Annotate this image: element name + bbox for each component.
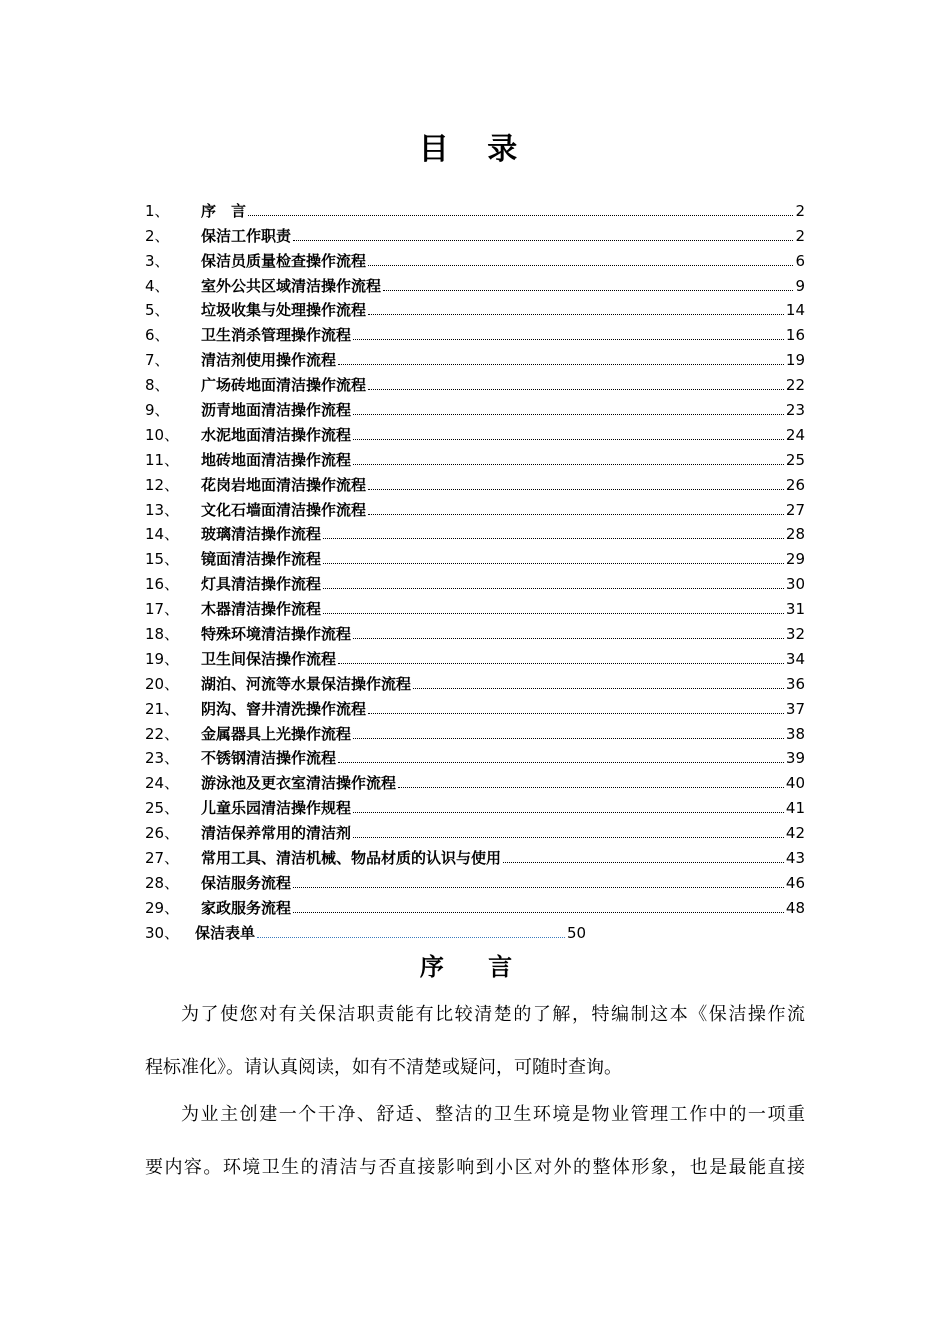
paragraph-line: 为了使您对有关保洁职责能有比较清楚的了解，特编制这本《保洁操作流: [181, 1004, 805, 1025]
toc-dot-leader: [323, 612, 784, 614]
toc-entry[interactable]: [145, 719, 805, 744]
toc-entry-page-number: 14: [785, 301, 805, 320]
toc-entry[interactable]: [145, 345, 805, 370]
toc-entry[interactable]: [145, 271, 805, 296]
toc-dot-leader: [503, 861, 784, 863]
toc-entry[interactable]: [145, 420, 805, 445]
toc-entry[interactable]: [145, 644, 805, 669]
toc-entry-title: 不锈钢清洁操作流程: [201, 749, 337, 768]
toc-entry-title: 灯具清洁操作流程: [201, 575, 322, 594]
toc-entry-number: 25、: [145, 799, 180, 818]
toc-entry-page-number: 9: [795, 276, 805, 295]
toc-entry-title: 保洁员质量检查操作流程: [201, 251, 367, 270]
toc-entry-number: 23、: [145, 749, 180, 768]
toc-entry-page-number: 50: [567, 923, 587, 942]
toc-entry-title: 阴沟、窨井清洗操作流程: [201, 699, 367, 718]
toc-entry-title: 常用工具、清洁机械、物品材质的认识与使用: [201, 849, 502, 868]
toc-dot-leader: [368, 388, 784, 390]
toc-entry-number: 4、: [145, 276, 170, 295]
toc-entry-title: 湖泊、河流等水景保洁操作流程: [201, 674, 412, 693]
toc-entry[interactable]: [145, 520, 805, 545]
toc-entry[interactable]: [145, 918, 805, 943]
toc-dot-leader: [353, 811, 784, 813]
toc-entry-number: 10、: [145, 425, 180, 444]
toc-title: 目 录: [418, 132, 532, 167]
table-of-contents: [145, 196, 805, 943]
toc-entry[interactable]: [145, 370, 805, 395]
toc-entry[interactable]: [145, 669, 805, 694]
toc-entry[interactable]: [145, 868, 805, 893]
toc-entry[interactable]: [145, 768, 805, 793]
toc-dot-leader: [323, 587, 784, 589]
toc-dot-leader: [368, 712, 784, 714]
toc-entry-number: 9、: [145, 401, 170, 420]
toc-entry[interactable]: [145, 196, 805, 221]
toc-entry-page-number: 26: [785, 475, 805, 494]
toc-dot-leader: [368, 264, 793, 266]
toc-entry-title: 文化石墙面清洁操作流程: [201, 500, 367, 519]
paragraph-line: 为业主创建一个干净、舒适、整洁的卫生环境是物业管理工作中的一项重: [181, 1104, 805, 1125]
toc-entry-page-number: 24: [785, 425, 805, 444]
toc-dot-leader: [353, 836, 784, 838]
toc-entry-number: 14、: [145, 525, 180, 544]
toc-entry[interactable]: [145, 818, 805, 843]
toc-entry-title: 清洁剂使用操作流程: [201, 351, 337, 370]
toc-dot-leader: [323, 537, 784, 539]
toc-entry-number: 11、: [145, 450, 180, 469]
toc-entry-number: 29、: [145, 898, 180, 917]
toc-entry-page-number: 28: [785, 525, 805, 544]
toc-dot-leader: [368, 513, 784, 515]
toc-entry-page-number: 29: [785, 550, 805, 569]
toc-dot-leader: [293, 886, 784, 888]
toc-entry-page-number: 43: [785, 849, 805, 868]
toc-entry-number: 6、: [145, 326, 170, 345]
toc-dot-leader: [323, 562, 784, 564]
toc-entry-number: 13、: [145, 500, 180, 519]
toc-entry-page-number: 48: [785, 898, 805, 917]
toc-entry-title: 清洁保养常用的清洁剂: [201, 824, 352, 843]
toc-entry-page-number: 32: [785, 625, 805, 644]
toc-entry-number: 16、: [145, 575, 180, 594]
toc-entry-number: 26、: [145, 824, 180, 843]
toc-entry-number: 7、: [145, 351, 170, 370]
toc-entry-title: 家政服务流程: [201, 898, 292, 917]
toc-entry-page-number: 31: [785, 600, 805, 619]
toc-entry[interactable]: [145, 320, 805, 345]
toc-entry-page-number: 2: [795, 201, 805, 220]
toc-dot-leader: [413, 687, 784, 689]
toc-dot-leader: [368, 488, 784, 490]
toc-entry-number: 15、: [145, 550, 180, 569]
preface-paragraph-2: [145, 1102, 805, 1208]
toc-dot-leader: [353, 438, 784, 440]
toc-entry-page-number: 27: [785, 500, 805, 519]
toc-entry-title: 卫生间保洁操作流程: [201, 649, 337, 668]
toc-entry-title: 保洁表单: [195, 923, 256, 942]
toc-entry-page-number: 46: [785, 873, 805, 892]
toc-entry-title: 保洁工作职责: [201, 226, 292, 245]
toc-entry-title: 室外公共区域清洁操作流程: [201, 276, 382, 295]
toc-dot-leader: [338, 363, 784, 365]
toc-entry-page-number: 6: [795, 251, 805, 270]
toc-entry-number: 21、: [145, 699, 180, 718]
toc-entry-title: 序 言: [201, 201, 247, 220]
toc-entry-page-number: 39: [785, 749, 805, 768]
toc-entry-number: 20、: [145, 674, 180, 693]
toc-dot-leader: [257, 936, 565, 938]
toc-entry-title: 地砖地面清洁操作流程: [201, 450, 352, 469]
toc-entry-title: 卫生消杀管理操作流程: [201, 326, 352, 345]
toc-entry[interactable]: [145, 793, 805, 818]
toc-entry-page-number: 16: [785, 326, 805, 345]
toc-entry-title: 垃圾收集与处理操作流程: [201, 301, 367, 320]
toc-dot-leader: [353, 637, 784, 639]
toc-entry-page-number: 2: [795, 226, 805, 245]
toc-entry[interactable]: [145, 744, 805, 769]
toc-entry[interactable]: [145, 296, 805, 321]
toc-dot-leader: [353, 413, 784, 415]
toc-entry-page-number: 19: [785, 351, 805, 370]
toc-entry-number: 18、: [145, 625, 180, 644]
toc-entry-page-number: 41: [785, 799, 805, 818]
toc-entry[interactable]: [145, 843, 805, 868]
toc-entry-number: 24、: [145, 774, 180, 793]
toc-entry-number: 2、: [145, 226, 170, 245]
preface-paragraph-1: [145, 1002, 805, 1108]
toc-dot-leader: [293, 239, 793, 241]
toc-entry-title: 木器清洁操作流程: [201, 600, 322, 619]
toc-entry[interactable]: [145, 246, 805, 271]
toc-entry-title: 沥青地面清洁操作流程: [201, 401, 352, 420]
toc-entry-page-number: 30: [785, 575, 805, 594]
toc-entry[interactable]: [145, 694, 805, 719]
toc-entry-title: 保洁服务流程: [201, 873, 292, 892]
toc-entry-title: 镜面清洁操作流程: [201, 550, 322, 569]
toc-entry-number: 30、: [145, 923, 180, 942]
toc-entry[interactable]: [145, 470, 805, 495]
toc-entry[interactable]: [145, 495, 805, 520]
toc-entry-number: 5、: [145, 301, 170, 320]
toc-dot-leader: [338, 761, 784, 763]
toc-entry-number: 3、: [145, 251, 170, 270]
toc-dot-leader: [353, 463, 784, 465]
toc-entry-page-number: 34: [785, 649, 805, 668]
paragraph-line: 程标准化》。请认真阅读，如有不清楚或疑问，可随时查询。: [145, 1057, 622, 1078]
toc-entry-number: 27、: [145, 849, 180, 868]
toc-entry[interactable]: [145, 569, 805, 594]
preface-title: 序 言: [419, 953, 531, 981]
toc-entry[interactable]: [145, 445, 805, 470]
toc-dot-leader: [353, 338, 784, 340]
toc-dot-leader: [353, 737, 784, 739]
toc-entry-title: 游泳池及更衣室清洁操作流程: [201, 774, 397, 793]
toc-entry-number: 8、: [145, 376, 170, 395]
paragraph-line: 要内容。环境卫生的清洁与否直接影响到小区对外的整体形象，也是最能直接: [145, 1157, 805, 1178]
toc-entry-title: 玻璃清洁操作流程: [201, 525, 322, 544]
toc-entry-page-number: 25: [785, 450, 805, 469]
toc-dot-leader: [398, 786, 784, 788]
toc-entry[interactable]: [145, 544, 805, 569]
toc-entry-number: 22、: [145, 724, 180, 743]
toc-entry[interactable]: [145, 395, 805, 420]
toc-entry-number: 19、: [145, 649, 180, 668]
toc-entry-page-number: 23: [785, 401, 805, 420]
toc-entry-title: 广场砖地面清洁操作流程: [201, 376, 367, 395]
toc-entry-number: 28、: [145, 873, 180, 892]
toc-entry[interactable]: [145, 594, 805, 619]
toc-entry-number: 1、: [145, 201, 170, 220]
toc-entry-page-number: 37: [785, 699, 805, 718]
toc-entry[interactable]: [145, 619, 805, 644]
toc-entry-page-number: 22: [785, 376, 805, 395]
toc-entry-number: 12、: [145, 475, 180, 494]
toc-entry-title: 儿童乐园清洁操作规程: [201, 799, 352, 818]
toc-entry[interactable]: [145, 221, 805, 246]
toc-entry-page-number: 38: [785, 724, 805, 743]
toc-entry-title: 特殊环境清洁操作流程: [201, 625, 352, 644]
toc-entry-page-number: 40: [785, 774, 805, 793]
toc-entry-page-number: 36: [785, 674, 805, 693]
toc-entry-title: 花岗岩地面清洁操作流程: [201, 475, 367, 494]
toc-entry-title: 金属器具上光操作流程: [201, 724, 352, 743]
toc-dot-leader: [248, 214, 793, 216]
toc-entry-page-number: 42: [785, 824, 805, 843]
toc-entry-title: 水泥地面清洁操作流程: [201, 425, 352, 444]
toc-dot-leader: [368, 313, 784, 315]
toc-dot-leader: [338, 662, 784, 664]
toc-dot-leader: [383, 289, 793, 291]
toc-entry-number: 17、: [145, 600, 180, 619]
toc-dot-leader: [293, 911, 784, 913]
toc-entry[interactable]: [145, 893, 805, 918]
